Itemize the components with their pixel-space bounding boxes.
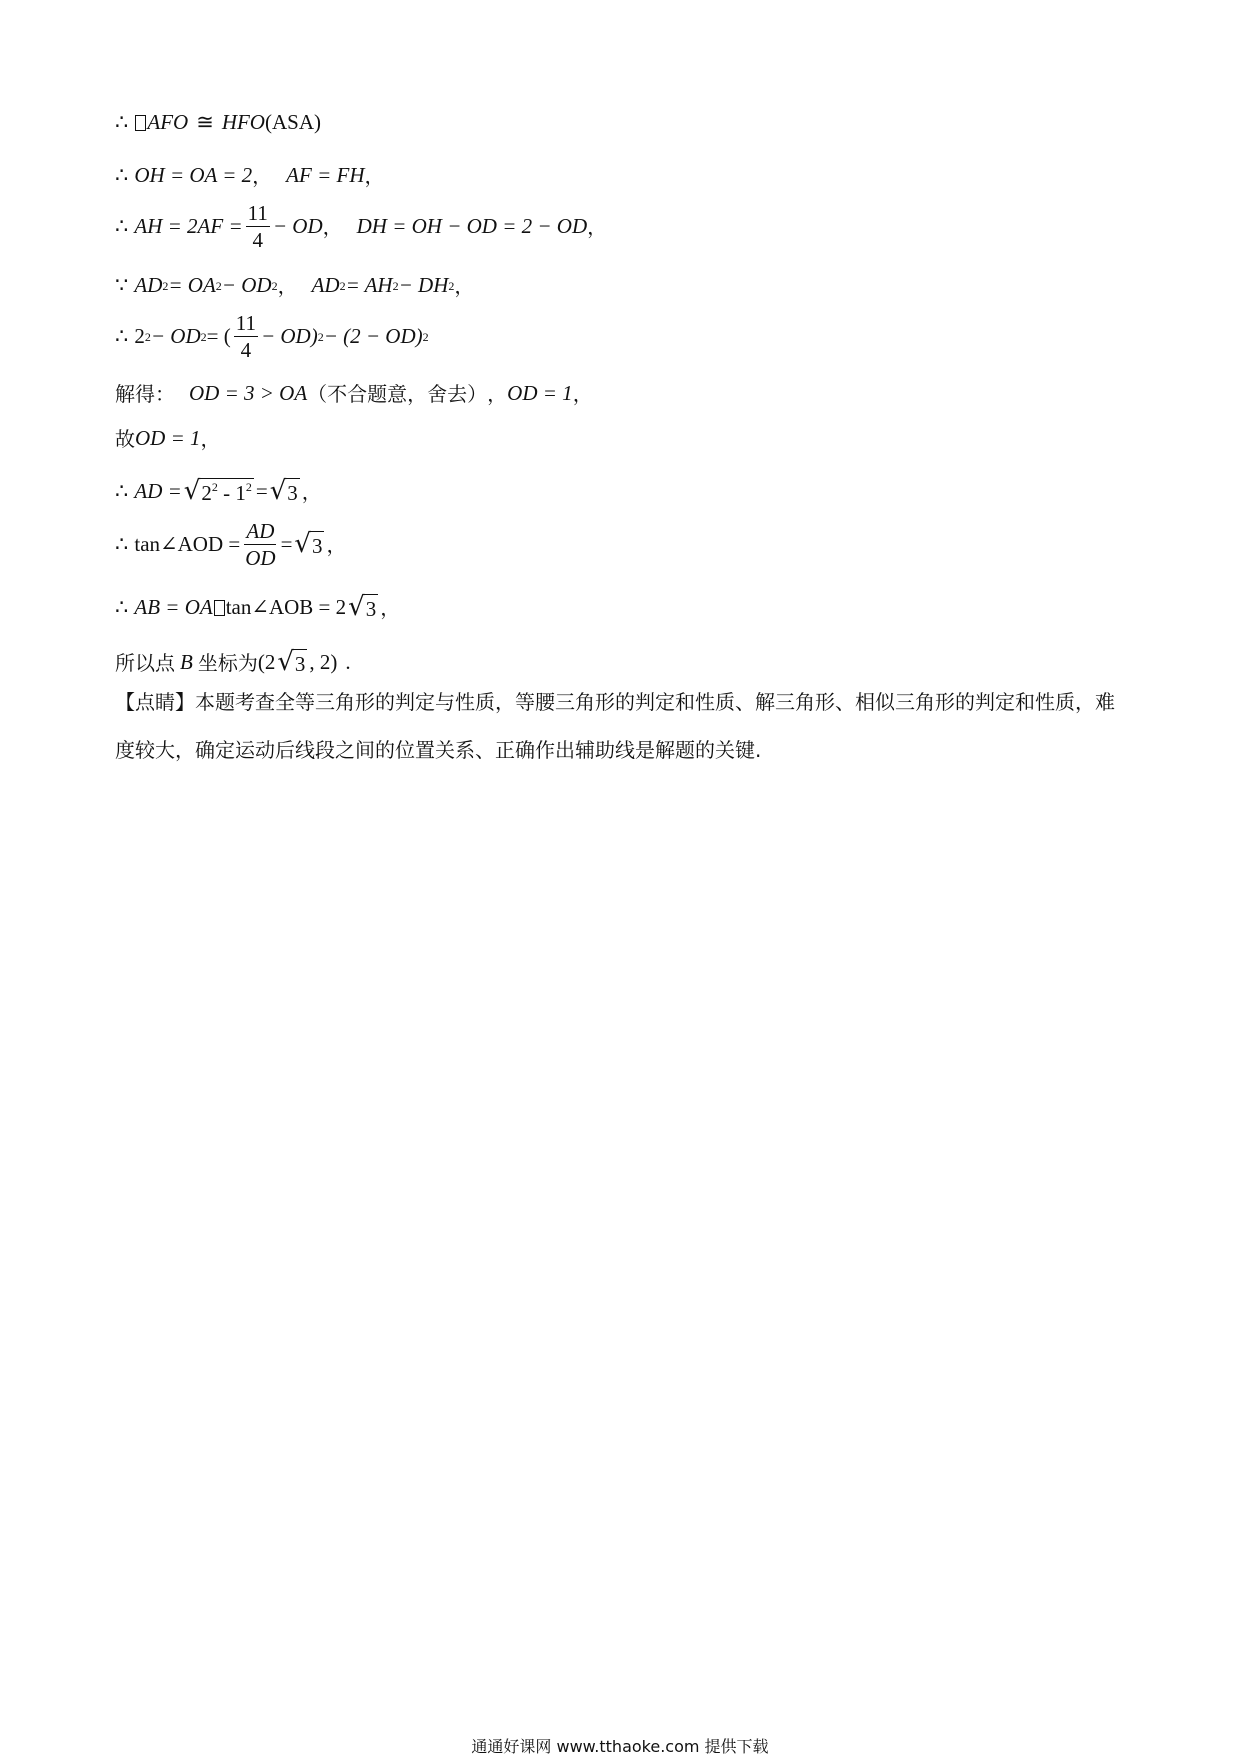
proof-line-2: ∴ OH = OA = 2 ， AF = FH ， bbox=[115, 163, 385, 188]
proof-line-6: 解得： OD = 3 > OA （不合题意，舍去） ， OD = 1 ， bbox=[115, 381, 593, 406]
eq-dh: DH = OH − OD = 2 − OD bbox=[356, 214, 588, 239]
proof-line-10: ∴ AB = OA tan∠AOB = 2 √ 3 ， bbox=[115, 592, 401, 622]
eq-oh-oa: OH = OA = 2 bbox=[134, 163, 253, 187]
comment-paragraph: 【点睛】本题考查全等三角形的判定与性质，等腰三角形的判定和性质、解三角形、相似三角形的判定和性质，难度较大，确定运动后线段之间的位置关系、正确作出辅助线是解题的关键. bbox=[115, 690, 1115, 762]
proof-line-1 bbox=[115, 112, 321, 133]
proof-line-8: ∴ AD = √ $2^2 - 1^2$ = √ 3 ， bbox=[115, 476, 322, 506]
triangle-afo: AFO bbox=[147, 110, 189, 134]
triangle-glyph-box bbox=[135, 115, 146, 131]
therefore-symbol: ∴ bbox=[115, 532, 129, 557]
eq-od-1-final: OD = 1 bbox=[135, 426, 201, 450]
sqrt-3: √ 3 bbox=[269, 476, 298, 506]
proof-line-5: ∴ 2 2 − OD 2 = ( $\frac{11}{4}$ − OD) 2 − (2 − OD) 2 bbox=[115, 311, 429, 363]
proof-line-3: ∴ AH = 2AF = $\frac{11}{4}$ − OD ， DH = OH − OD = 2 − OD ， bbox=[115, 201, 608, 253]
proof-line-11: 所以点 B 坐标为 (2 √ 3 , 2) . bbox=[115, 647, 351, 677]
eq-ah-rest: − OD bbox=[272, 214, 323, 239]
fraction-11-4: $\frac{11}{4}$ bbox=[247, 201, 268, 253]
fraction-ad-od: $\frac{AD}{OD}$ bbox=[245, 519, 276, 571]
therefore-symbol: ∴ bbox=[115, 110, 129, 134]
sqrt-3: √ 3 bbox=[348, 592, 377, 622]
proof-line-9: ∴ tan∠AOD = $\frac{AD}{OD}$ = √ 3 ， bbox=[115, 519, 347, 571]
proof-line-7: 故 OD = 1 ， bbox=[115, 426, 221, 451]
rejected-note: （不合题意，舍去） bbox=[307, 381, 488, 406]
fraction-11-4: $\frac{11}{4}$ bbox=[235, 311, 256, 363]
because-symbol: ∵ bbox=[115, 273, 129, 297]
solve-label: 解得： bbox=[115, 381, 175, 406]
asa-reason: (ASA) bbox=[264, 110, 321, 134]
triangle-hfo: HFO bbox=[221, 110, 265, 134]
proof-line-4: ∵ AD 2 = OA 2 − OD 2 ， AD 2 = AH 2 − DH 2 ， bbox=[115, 273, 475, 298]
multiply-glyph-box bbox=[214, 600, 225, 616]
sqrt-3: √ 3 bbox=[277, 647, 306, 677]
congruent-symbol: ≅ bbox=[196, 110, 214, 134]
eq-od-3: OD = 3 > OA bbox=[189, 381, 308, 405]
sqrt-expression: √ $2^2 - 1^2$ bbox=[183, 476, 252, 506]
eq-af-fh: AF = FH bbox=[286, 163, 365, 187]
sqrt-3: √ 3 bbox=[294, 529, 323, 559]
eq-od-1: OD = 1 bbox=[507, 381, 573, 405]
therefore-symbol: ∴ bbox=[115, 595, 129, 620]
therefore-symbol: ∴ bbox=[115, 479, 129, 504]
footer-credit: 通通好课网 www.tthaoke.com 提供下载 bbox=[471, 1737, 769, 1756]
therefore-symbol: ∴ bbox=[115, 163, 129, 187]
eq-ah-lhs: AH = 2AF = bbox=[134, 214, 243, 239]
therefore-symbol: ∴ bbox=[115, 324, 129, 349]
therefore-symbol: ∴ bbox=[115, 214, 129, 239]
